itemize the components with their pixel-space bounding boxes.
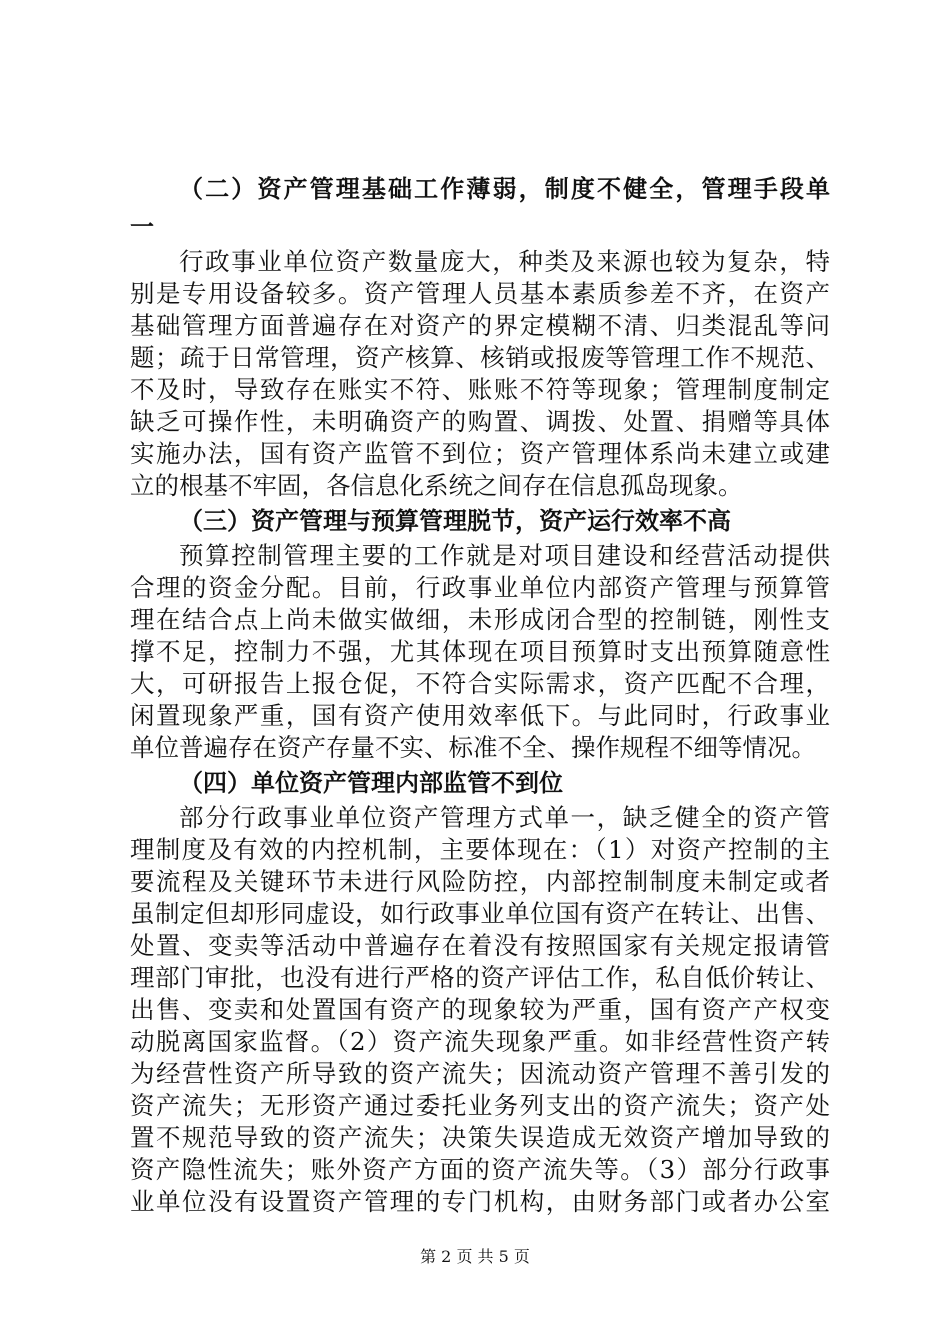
section-2-body-line: 立的根基不牢固，各信息化系统之间存在信息孤岛现象。 [130, 471, 743, 500]
section-4-body-line: 资产流失；无形资产通过委托业务列支出的资产流失；资产处 [130, 1091, 830, 1120]
section-4-body-line: 要流程及关键环节未进行风险防控，内部控制制度未制定或者 [130, 867, 830, 896]
section-4 [130, 764, 830, 1218]
section-3-body-line: 理在结合点上尚未做实做细，未形成闭合型的控制链，刚性支 [130, 605, 830, 634]
section-4-body-line: 置不规范导致的资产流失；决策失误造成无效资产增加导致的 [130, 1123, 830, 1152]
section-4-heading: （四）单位资产管理内部监管不到位 [179, 769, 563, 797]
section-2-body-line: 行政事业单位资产数量庞大，种类及来源也较为复杂，特 [179, 247, 830, 276]
section-2-body-line: 题；疏于日常管理，资产核算、核销或报废等管理工作不规范、 [130, 343, 830, 372]
section-4-body-line: 部分行政事业单位资产管理方式单一，缺乏健全的资产管 [179, 803, 830, 832]
document-body [130, 170, 830, 1218]
section-3 [130, 502, 830, 764]
section-4-body-line: 理制度及有效的内控机制，主要体现在：（1）对资产控制的主 [130, 835, 830, 864]
section-4-body-line: 动脱离国家监督。（2）资产流失现象严重。如非经营性资产转 [130, 1027, 830, 1056]
section-2-body-line: 不及时，导致存在账实不符、账账不符等现象；管理制度制定 [130, 375, 830, 404]
section-2-body-line: 别是专用设备较多。资产管理人员基本素质参差不齐，在资产 [130, 279, 830, 308]
page-number-footer: 第 2 页 共 5 页 [420, 1247, 530, 1266]
section-4-body-line: 理部门审批，也没有进行严格的资产评估工作，私自低价转让、 [130, 963, 830, 992]
section-4-body-line: 出售、变卖和处置国有资产的现象较为严重，国有资产产权变 [130, 995, 830, 1024]
section-2-body-line: 缺乏可操作性，未明确资产的购置、调拨、处置、捐赠等具体 [130, 407, 830, 436]
section-3-body-line: 撑不足，控制力不强，尤其体现在项目预算时支出预算随意性 [130, 637, 830, 666]
section-4-body-line: 业单位没有设置资产管理的专门机构，由财务部门或者办公室 [130, 1187, 830, 1216]
section-4-body-line: 资产隐性流失；账外资产方面的资产流失等。（3）部分行政事 [130, 1155, 830, 1184]
section-2 [130, 170, 830, 502]
section-2-body-line: 基础管理方面普遍存在对资产的界定模糊不清、归类混乱等问 [130, 311, 830, 340]
section-3-heading: （三）资产管理与预算管理脱节，资产运行效率不高 [179, 507, 731, 535]
section-3-body-line: 预算控制管理主要的工作就是对项目建设和经营活动提供 [179, 541, 830, 570]
section-4-body-line: 虽制定但却形同虚设，如行政事业单位国有资产在转让、出售、 [130, 899, 830, 928]
section-3-body-line: 闲置现象严重，国有资产使用效率低下。与此同时，行政事业 [130, 701, 830, 730]
section-3-body-line: 合理的资金分配。目前，行政事业单位内部资产管理与预算管 [130, 573, 830, 602]
section-2-body-line: 实施办法，国有资产监管不到位；资产管理体系尚未建立或建 [130, 439, 830, 468]
section-3-body-line: 大，可研报告上报仓促，不符合实际需求，资产匹配不合理， [130, 669, 830, 698]
section-4-body-line: 处置、变卖等活动中普遍存在着没有按照国家有关规定报请管 [130, 931, 830, 960]
section-2-heading-line-2: 一 [130, 213, 154, 241]
section-4-body-line: 为经营性资产所导致的资产流失；因流动资产管理不善引发的 [130, 1059, 830, 1088]
section-2-heading-line-1: （二）资产管理基础工作薄弱，制度不健全，管理手段单 [179, 175, 830, 203]
section-3-body-line: 单位普遍存在资产存量不实、标准不全、操作规程不细等情况。 [130, 733, 816, 762]
